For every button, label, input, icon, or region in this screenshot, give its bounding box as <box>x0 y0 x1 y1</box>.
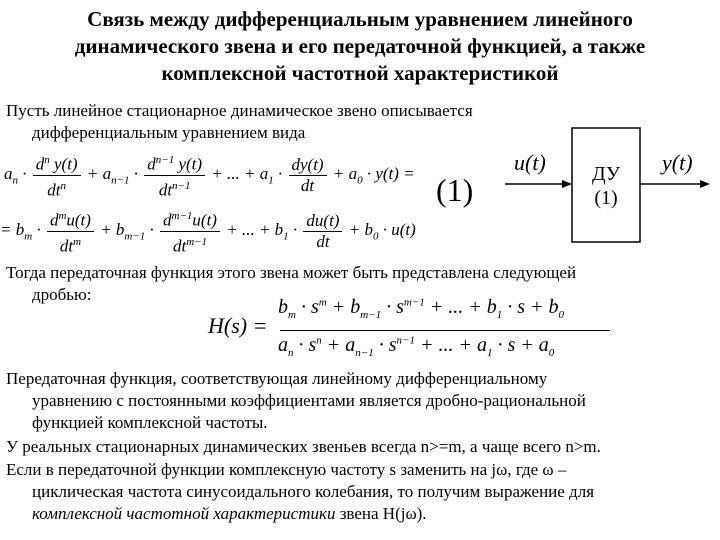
fraction: $\frac{d^{m-1}u(t)}{dt^{m-1}}$ <box>160 206 220 256</box>
para-line: Если в передаточной функции комплексную частоту s заменить на jω, где ω – <box>6 460 567 479</box>
para-line <box>6 503 714 525</box>
diff-equation-line2: = $b_m$ · $\frac{d^mu(t)}{dt^m}$ + $b_{m-1}$ · $\frac{d^{m-1}u(t)}{dt^{m-1}}$ + ... + $b_1$ · $\frac{du(t)}{dt}$ + $b_0 \cdot u(t)$ <box>0 206 416 256</box>
output-label: y(t) <box>662 150 693 175</box>
title-line: динамического звена и его передаточной функцией, а также <box>74 34 646 58</box>
fraction: $\frac{d^mu(t)}{dt^m}$ <box>47 206 94 256</box>
input-label: u(t) <box>514 150 546 175</box>
input-arrowhead <box>562 180 572 188</box>
title-line: комплексной частотной характеристикой <box>161 61 559 85</box>
output-arrowhead <box>700 180 710 188</box>
transfer-lhs: H(s) = <box>208 313 268 338</box>
fraction: $\frac{d^n y(t)}{dt^n}$ <box>33 150 81 200</box>
title-line: Связь между дифференциальным уравнением линейного <box>87 7 633 31</box>
block-label: ДУ <box>591 163 621 185</box>
fraction: $\frac{du(t)}{dt}$ <box>303 211 342 252</box>
para-line-rest: звена H(jω). <box>335 504 427 523</box>
para-line: функцией комплексной частоты. <box>32 413 268 432</box>
fraction-bar <box>280 330 610 331</box>
transfer-intro-line: дробью: <box>32 285 92 304</box>
transfer-denominator: $a_n \cdot s^n + a_{n-1} \cdot s^{n-1}$ + ... + $a_1 \cdot s + a_0$ <box>278 334 555 359</box>
diff-equation-line1: $a_n$ · $\frac{d^n y(t)}{dt^n}$ + $a_{n-1}$ · $\frac{d^{n-1} y(t)}{dt^{n-1}}$ + ... + $a_1$ · $\frac{dy(t)}{dt}$ + $a_0 \cdot y(t)$ = <box>4 150 415 200</box>
para-line: Передаточная функция, соответствующая линейному дифференциальному <box>6 369 548 388</box>
transfer-numerator: $b_m \cdot s^m + b_{m-1} \cdot s^{m-1}$ + ... + $b_1 \cdot s + b_0$ <box>278 296 565 321</box>
fraction: $\frac{d^{n-1} y(t)}{dt^{n-1}}$ <box>144 150 205 200</box>
paragraph-n-m: У реальных стационарных динамических звеньев всегда n>=m, а чаще всего n>m. <box>6 437 601 456</box>
intro-line: дифференциальным уравнением вида <box>32 123 306 142</box>
block-text <box>572 162 640 210</box>
paragraph-frequency <box>6 459 714 525</box>
italic-term: комплексной частотной характеристики <box>32 504 336 523</box>
block-label: (1) <box>594 187 618 209</box>
transfer-intro-line: Тогда передаточная функция этого звена может быть представлена следующей <box>6 263 577 282</box>
intro-line: Пусть линейное стационарное динамическое звено описывается <box>6 101 473 120</box>
para-line: циклическая частота синусоидального колебания, то получим выражение для <box>32 482 595 501</box>
paragraph-transfer-function <box>6 368 714 434</box>
fraction: $\frac{dy(t)}{dt}$ <box>289 155 327 196</box>
equation-number: (1) <box>436 172 474 208</box>
para-line: уравнению с постоянными коэффициентами является дробно-рациональной <box>32 391 586 410</box>
